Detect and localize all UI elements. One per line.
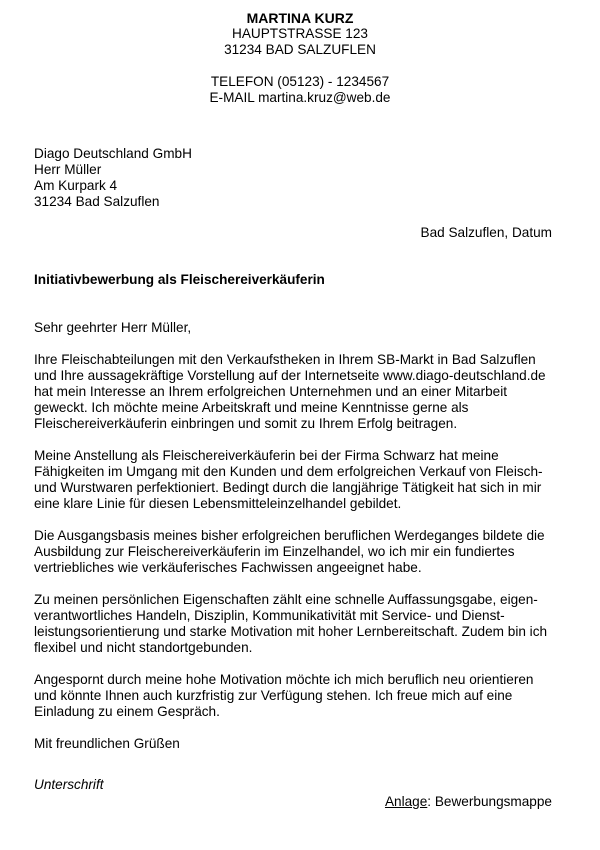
paragraph-1: [34, 352, 564, 432]
paragraph-4: [34, 592, 564, 656]
text-line: und Wurstwaren perfektioniert. Bedingt durch die langjährige Tätigkeit hat sich in mir: [34, 480, 542, 495]
text-line: Fleischereiverkäuferin einbringen und somit zu Ihrem Erfolg beitragen.: [34, 416, 458, 431]
sender-email: E-MAIL martina.kruz@web.de: [209, 90, 391, 105]
text-line: flexibel und nicht standortgebunden.: [34, 640, 253, 655]
sender-phone: TELEFON (05123) - 1234567: [210, 74, 390, 89]
recipient-person: Herr Müller: [34, 162, 102, 177]
signature: Unterschrift: [34, 777, 104, 792]
text-line: vertriebliches wie verkäuferisches Fachwissen angeeignet habe.: [34, 560, 422, 575]
paragraph-3: [34, 528, 564, 576]
attachment-label: Anlage: [384, 794, 428, 809]
recipient-city: 31234 Bad Salzuflen: [34, 194, 160, 209]
text-line: Die Ausgangsbasis meines bisher erfolgreichen beruflichen Werdeganges bildete die: [34, 528, 545, 543]
sender-name: MARTINA KURZ: [246, 10, 354, 26]
text-line: hat mein Interesse an Ihrem erfolgreichen Unternehmen und an einer Mitarbeit: [34, 384, 508, 399]
subject-line: Initiativbewerbung als Fleischereiverkäuferin: [34, 272, 325, 287]
text-line: Einladung zu einem Gespräch.: [34, 704, 220, 719]
text-line: Meine Anstellung als Fleischereiverkäuferin bei der Firma Schwarz hat meine: [34, 448, 499, 463]
recipient-address: [34, 146, 192, 210]
sender-street: HAUPTSTRASSE 123: [232, 26, 368, 41]
salutation: Sehr geehrter Herr Müller,: [34, 320, 192, 335]
text-line: Ausbildung zur Fleischereiverkäuferin im Einzelhandel, wo ich mir ein fundiertes: [34, 544, 515, 559]
attachment-value: Bewerbungsmappe: [431, 794, 552, 809]
sender-header: [0, 10, 600, 106]
recipient-company: Diago Deutschland GmbH: [34, 146, 192, 161]
recipient-street: Am Kurpark 4: [34, 178, 118, 193]
attachment-line: [385, 794, 552, 810]
sender-city: 31234 BAD SALZUFLEN: [224, 42, 376, 57]
date-line: Bad Salzuflen, Datum: [420, 225, 552, 240]
text-line: und könnte Ihnen auch kurzfristig zur Verfügung stehen. Ich freue mich auf eine: [34, 688, 513, 703]
text-line: geweckt. Ich möchte meine Arbeitskraft und meine Kenntnisse gerne als: [34, 400, 469, 415]
text-line: leistungsorientierung und starke Motivation mit hoher Lernbereitschaft. Zudem bin ich: [34, 624, 548, 639]
text-line: Angespornt durch meine hohe Motivation möchte ich mich beruflich neu orientieren: [34, 672, 534, 687]
text-line: Zu meinen persönlichen Eigenschaften zählt eine schnelle Auffassungsgabe, eigen-: [34, 592, 538, 607]
text-line: und Ihre aussagekräftige Vorstellung auf der Internetseite www.diago-deutschland.de: [34, 368, 546, 383]
paragraph-2: [34, 448, 564, 512]
text-line: Fähigkeiten im Umgang mit den Kunden und dem erfolgreichen Verkauf von Fleisch-: [34, 464, 543, 479]
text-line: verantwortliches Handeln, Disziplin, Kommunikativität mit Service- und Dienst-: [34, 608, 505, 623]
text-line: eine klare Linie für diesen Lebensmitteleinzelhandel gebildet.: [34, 496, 402, 511]
text-line: Ihre Fleischabteilungen mit den Verkaufstheken in Ihrem SB-Markt in Bad Salzuflen: [34, 352, 536, 367]
letter-body: [34, 320, 564, 768]
closing: Mit freundlichen Grüßen: [34, 736, 180, 751]
paragraph-5: [34, 672, 564, 720]
attachment-separator: :: [427, 794, 432, 809]
